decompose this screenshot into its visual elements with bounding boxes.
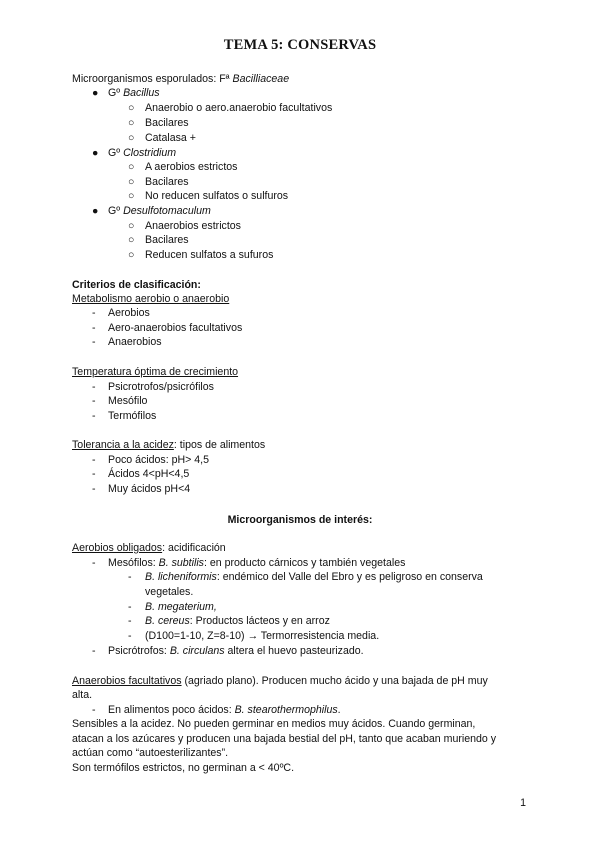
- family-label: Microorganismos esporulados: Fª: [72, 73, 233, 85]
- list-item: Aero-anaerobios facultativos: [108, 322, 243, 334]
- dash-bullet: -: [92, 454, 96, 466]
- family-line: [72, 72, 289, 87]
- bullet-icon: ●: [92, 205, 99, 217]
- psychrotrophs-line: Psicrótrofos: B. circulans altera el huevo pasteurizado.: [108, 645, 364, 657]
- acidity-line: Tolerancia a la acidez: tipos de alimentos: [72, 439, 266, 451]
- dash-bullet: -: [92, 395, 96, 407]
- list-item: Mesófilo: [108, 395, 148, 407]
- circle-bullet-icon: ○: [128, 117, 135, 129]
- list-item: Bacilares: [145, 176, 189, 188]
- page-title: TEMA 5: CONSERVAS: [223, 37, 377, 53]
- list-item: Reducen sulfatos a sufuros: [145, 249, 274, 261]
- species-line: B. licheniformis: endémico del Valle del Ebro y es peligroso en conserva: [145, 571, 483, 583]
- list-item: Psicrotrofos/psicrófilos: [108, 381, 214, 393]
- dash-bullet: -: [92, 483, 96, 495]
- circle-bullet-icon: ○: [128, 249, 135, 261]
- dash-bullet: -: [128, 630, 132, 642]
- circle-bullet-icon: ○: [128, 190, 135, 202]
- page-number: 1: [520, 797, 526, 809]
- criteria-heading: Criterios de clasificación:: [72, 279, 201, 291]
- genus-bacillus: Gº Bacillus: [108, 87, 160, 99]
- circle-bullet-icon: ○: [128, 161, 135, 173]
- paragraph-line: atacan a los azúcares y producen una bajada bestial del pH, tanto que acaban muriendo y: [72, 733, 497, 745]
- list-item: Bacilares: [145, 117, 189, 129]
- list-item: Catalasa +: [145, 132, 196, 144]
- facultative-line-2: alta.: [72, 689, 93, 701]
- dash-bullet: -: [92, 307, 96, 319]
- list-item: Termófilos: [108, 410, 157, 422]
- list-item: Ácidos 4<pH<4,5: [108, 468, 190, 480]
- list-item: No reducen sulfatos o sulfuros: [145, 190, 289, 202]
- genus-desulfotomaculum: Gº Desulfotomaculum: [108, 205, 211, 217]
- paragraph-line: Son termófilos estrictos, no germinan a < 40ºC.: [72, 762, 295, 774]
- circle-bullet-icon: ○: [128, 102, 135, 114]
- dash-bullet: -: [92, 645, 96, 657]
- family-name: Bacilliaceae: [232, 73, 290, 85]
- list-item: Anaerobios estrictos: [145, 220, 241, 232]
- aerobes-line: Aerobios obligados: acidificación: [72, 542, 226, 554]
- paragraph-line: Sensibles a la acidez. No pueden germinar en medios muy ácidos. Cuando germinan,: [72, 718, 476, 730]
- dash-bullet: -: [92, 557, 96, 569]
- interest-heading: Microorganismos de interés:: [227, 514, 373, 526]
- list-item: Poco ácidos: pH> 4,5: [108, 454, 209, 466]
- temperature-title: Temperatura óptima de crecimiento: [72, 366, 239, 378]
- species-line: B. megaterium,: [145, 601, 217, 613]
- genus-clostridium: Gº Clostridium: [108, 147, 177, 159]
- facultative-title: Anaerobios facultativos: [72, 675, 182, 687]
- species-line: (D100=1-10, Z=8-10) → Termorresistencia media.: [145, 630, 380, 642]
- circle-bullet-icon: ○: [128, 234, 135, 246]
- list-item: Muy ácidos pH<4: [108, 483, 191, 495]
- circle-bullet-icon: ○: [128, 220, 135, 232]
- acidity-title: Tolerancia a la acidez: [72, 439, 174, 451]
- dash-bullet: -: [92, 704, 96, 716]
- paragraph-line: actúan como “autoesterilizantes”.: [72, 747, 229, 759]
- list-item: Bacilares: [145, 234, 189, 246]
- facultative-line: Anaerobios facultativos (agriado plano). Producen mucho ácido y una bajada de pH muy: [72, 675, 488, 687]
- food-line: En alimentos poco ácidos: B. stearothermophilus.: [108, 704, 341, 716]
- dash-bullet: -: [92, 336, 96, 348]
- dash-bullet: -: [92, 468, 96, 480]
- dash-bullet: -: [128, 601, 132, 613]
- dash-bullet: -: [92, 410, 96, 422]
- circle-bullet-icon: ○: [128, 132, 135, 144]
- species-line: B. cereus: Productos lácteos y en arroz: [145, 615, 330, 627]
- dash-bullet: -: [92, 381, 96, 393]
- mesophiles-line: Mesófilos: B. subtilis: en producto cárnicos y también vegetales: [108, 557, 406, 569]
- list-item: Anaerobios: [108, 336, 162, 348]
- dash-bullet: -: [128, 615, 132, 627]
- list-item: Aerobios: [108, 307, 150, 319]
- dash-bullet: -: [92, 322, 96, 334]
- circle-bullet-icon: ○: [128, 176, 135, 188]
- list-item: Anaerobio o aero.anaerobio facultativos: [145, 102, 333, 114]
- species-line-continued: vegetales.: [145, 586, 194, 598]
- bullet-icon: ●: [92, 87, 99, 99]
- metabolism-title: Metabolismo aerobio o anaerobio: [72, 293, 230, 305]
- bullet-icon: ●: [92, 147, 99, 159]
- dash-bullet: -: [128, 571, 132, 583]
- list-item: A aerobios estrictos: [145, 161, 238, 173]
- aerobes-title: Aerobios obligados: [72, 542, 163, 554]
